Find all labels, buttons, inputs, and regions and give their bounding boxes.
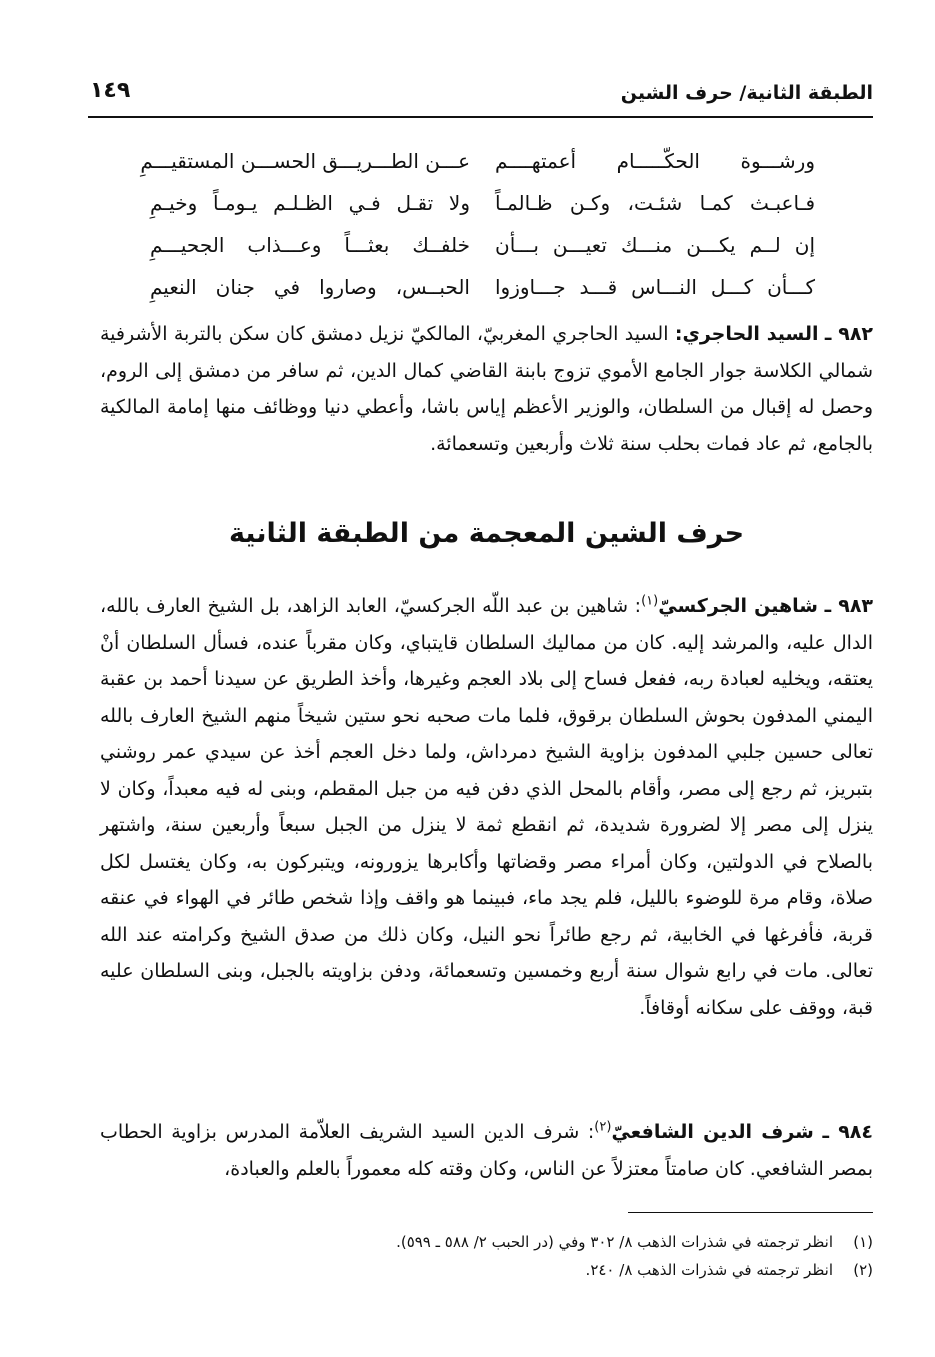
verse-second-half: ولا تقـل فـي الظـلـم يـومـاً وخيـمِ [150, 191, 470, 215]
page-header [88, 78, 873, 118]
footnote-separator [628, 1212, 873, 1213]
entry-number: ٩٨٣ ـ [824, 595, 874, 617]
footnote-text: انظر ترجمته في شذرات الذهب ٨/ ٢٤٠. [585, 1261, 833, 1279]
running-title: الطبقة الثانية/ حرف الشين [620, 82, 873, 104]
verse-first-half: كـــأن كـــل النـــاس قـــد جـــاوزوا [495, 275, 815, 299]
entry-name: شاهين الجركسيّ [658, 595, 818, 617]
verse-second-half: الحبــس، وصاروا في جنان النعيمِ [150, 275, 470, 299]
poem-verse [140, 140, 815, 182]
footnote [100, 1256, 873, 1284]
verse-second-half: خلفــك بعثـــاً وعـــذاب الجحيـــمِ [150, 233, 470, 257]
verse-first-half: ورشـــوة الحكّـــــام أعمتهــــم [495, 149, 815, 173]
footnote-marker: (١) [641, 593, 659, 609]
verse-first-half: فـاعبـث كمـا شئـت، وكـن ظـالمـاً [495, 191, 815, 215]
footnote-marker: (٢) [594, 1119, 612, 1135]
page-number: ١٤٩ [90, 78, 131, 103]
poem [140, 140, 815, 308]
section-heading: حرف الشين المعجمة من الطبقة الثانية [228, 518, 745, 549]
poem-verse [150, 182, 815, 224]
entry-number: ٩٨٤ ـ [822, 1121, 873, 1143]
verse-second-half: عـــن الطـــريـــق الحســـن المستقيـــمِ [140, 149, 470, 173]
verse-first-half: إن لــم يكـــن منـــك تعيـــن بـــأن [495, 233, 815, 257]
entry-982 [100, 316, 873, 462]
entry-number: ٩٨٢ ـ [824, 323, 874, 345]
footnote-number: (١) [853, 1233, 873, 1251]
entry-text: السيد الحاجري المغربيّ، المالكيّ نزيل دمشق كان سكن بالتربة الأشرفية شمالي الكلاسة جوار الجامع الأموي تزوج بابنة القاضي كمال الدين، ثم سافر من دمشق إلى الروم، وحصل له إقبال من السلطان، والوزير الأعظم إياس باشا، وأعطي دنيا ووظائف منها إمامة المالكية بالجامع، ثم عاد فمات بحلب سنة ثلاث وأربعين وتسعمائة. [100, 323, 873, 455]
footnote-text: انظر ترجمته في شذرات الذهب ٨/ ٣٠٢ وفي (در الحبب ٢/ ٥٨٨ ـ ٥٩٩). [396, 1233, 833, 1251]
header-rule [88, 116, 873, 118]
footnote [100, 1228, 873, 1256]
entry-name: السيد الحاجري: [674, 323, 819, 345]
footnotes [100, 1228, 873, 1284]
entry-text: : شاهين بن عبد اللّه الجركسيّ، العابد الزاهد، بل الشيخ العارف بالله، الدال عليه، والمرشد إليه. كان من مماليك السلطان قايتباي، وكان مقرباً عنده، فسأل السلطان أنْ يعتقه، ويخليه لعبادة ربه، ففعل فساح إلى بلاد العجم وغيرها، وأخذ الطريق عن سيدنا أحمد بن عقبة اليمني المدفون بحوش السلطان برقوق، فلما مات صحبه نحو ستين شيخاً منهم الشيخ العارف بالله تعالى حسين جلبي المدفون بزاوية الشيخ دمرداش، ولما دخل العجم أخذ عن سيدي عمر روشني بتبريز، ثم رجع إلى مصر، وأقام بالمحل الذي دفن فيه من جبل المقطم، وبنى له فيه معبداً، وكان لا ينزل إلى مصر إلا لضرورة شديدة، ثم انقطع ثمة لا ينزل من الجبل سبعاً وأربعين سنة، واشتهر بالصلاح في الدولتين، وكان أمراء مصر وقضاتها وأكابرها يزورونه، ويتبركون به، وكان يغتسل لكل صلاة، وقام مرة للوضوء بالليل، فلم يجد ماء، فبينما هو واقف وإذا شخص طائر في الهواء في عنقه قربة، فأفرغها في الخابية، ثم رجع طائراً نحو النيل، وكان ذلك من صدق الشيخ وكرامته عند الله تعالى. مات في رابع شوال سنة أربع وخمسين وتسعمائة، ودفن بزاويته بالجبل، وبنى السلطان عليه قبة، ووقف على سكانه أوقافاً. [100, 595, 873, 1019]
poem-verse [150, 266, 815, 308]
entry-984 [100, 1114, 873, 1187]
entry-name: شرف الدين الشافعيّ [611, 1121, 814, 1143]
entry-983 [100, 588, 873, 1026]
poem-verse [150, 224, 815, 266]
footnote-number: (٢) [853, 1261, 873, 1279]
entry-text: : شرف الدين السيد الشريف العلاّمة المدرس بزاوية الحطاب بمصر الشافعي. كان صامتاً معتزلاً عن الناس، وكان وقته كله معموراً بالعلم والعبادة، [100, 1121, 873, 1180]
